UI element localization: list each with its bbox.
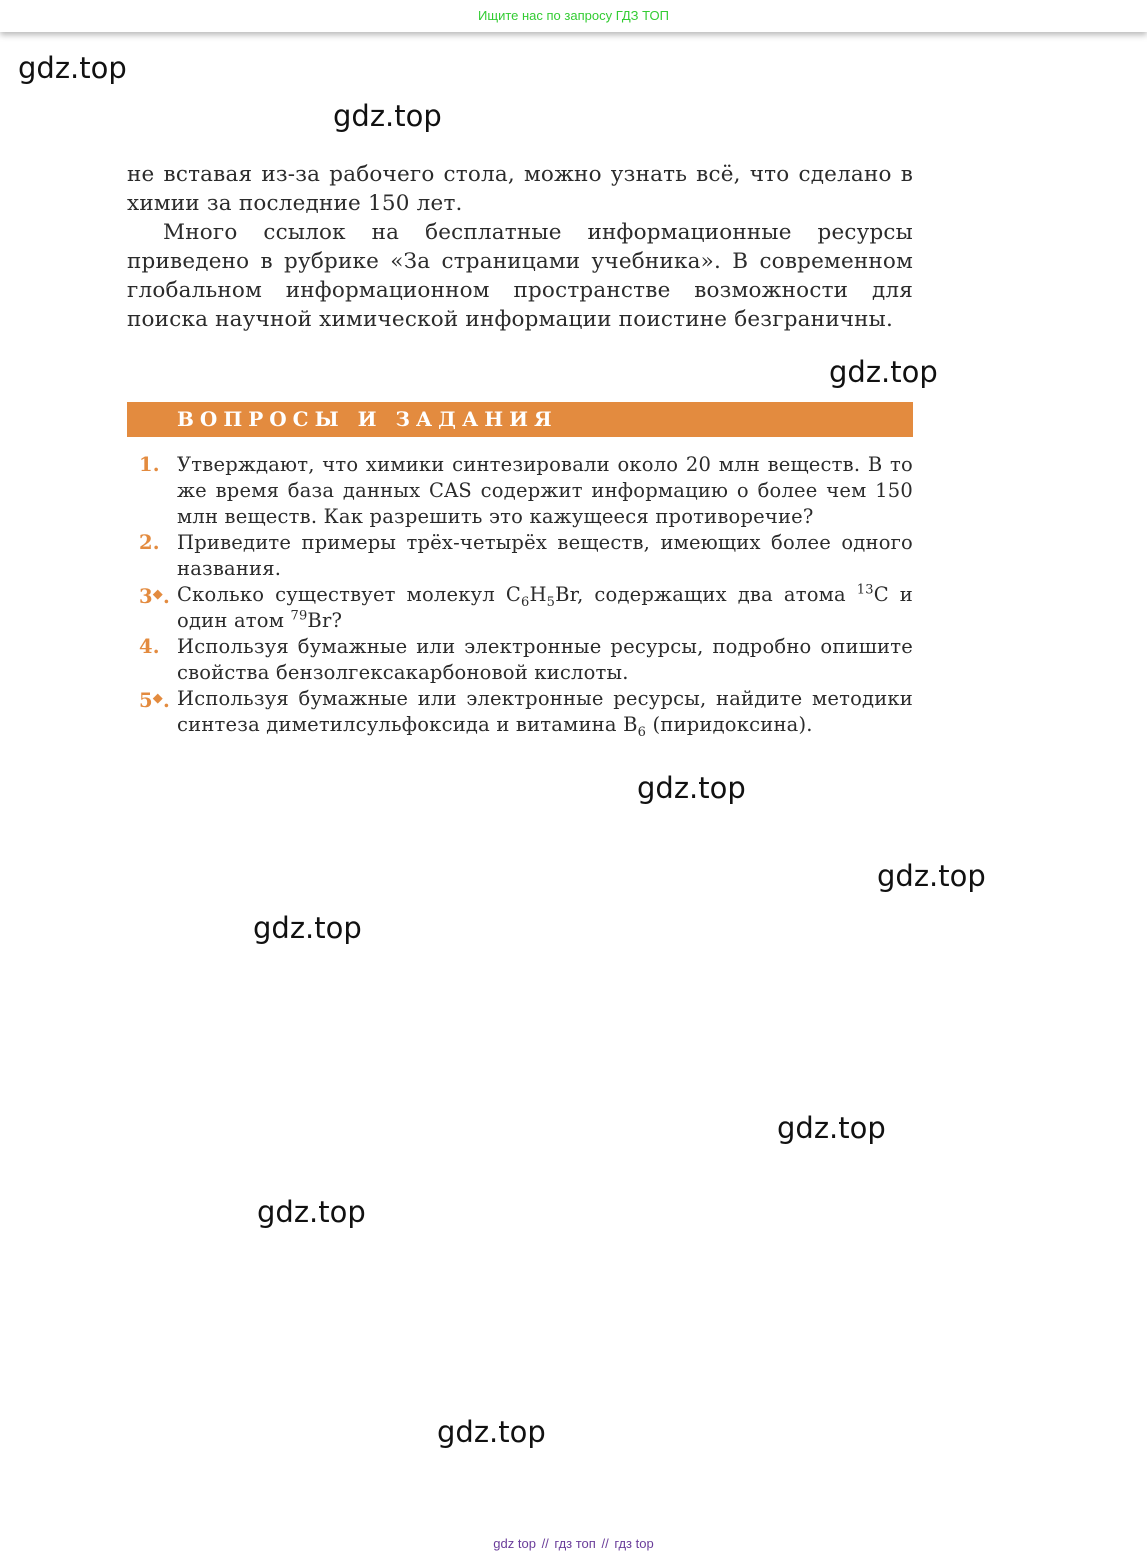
- paragraph-resources: Много ссылок на бесплатные информационные ресурсы приведено в рубрике «За страницами учебника». В современном глобальном информационном пространстве возможности для поиска научной химической информации поистине безграничны.: [127, 220, 913, 332]
- task-list: [127, 452, 913, 738]
- footer-link[interactable]: gdz top: [493, 1536, 536, 1551]
- difficulty-star-icon: ◆: [152, 691, 163, 706]
- footer-link[interactable]: гдз топ: [554, 1536, 596, 1551]
- footer-separator: //: [601, 1536, 609, 1551]
- watermark: gdz.top: [18, 51, 127, 85]
- paragraph-continuation: не вставая из-за рабочего стола, можно узнать всё, что сделано в химии за последние 150 лет.: [127, 162, 913, 216]
- watermark: gdz.top: [333, 99, 442, 133]
- task-item: [127, 452, 913, 530]
- task-text: Приведите примеры трёх-четырёх веществ, имеющих более одного названия.: [177, 531, 913, 580]
- task-text: Используя бумажные или электронные ресурсы, подробно опишите свойства бензолгексакарбоновой кислоты.: [177, 635, 913, 684]
- footer-separator: //: [541, 1536, 549, 1551]
- task-number: 1.: [139, 453, 160, 476]
- task-number: 3◆.: [139, 585, 170, 608]
- difficulty-star-icon: ◆: [152, 587, 163, 602]
- task-number: 2.: [139, 531, 160, 554]
- task-text: Сколько существует молекул $C_6H_5Br$, содержащих два атома $^{13}$C и один атом $^{79}$Br?: [177, 582, 913, 632]
- section-header-questions: [127, 402, 913, 437]
- watermark: gdz.top: [437, 1415, 546, 1449]
- watermark: gdz.top: [253, 911, 362, 945]
- watermark: gdz.top: [877, 859, 986, 893]
- watermark: gdz.top: [777, 1111, 886, 1145]
- task-item: [127, 686, 913, 738]
- task-item: [127, 582, 913, 634]
- task-number: 4.: [139, 635, 160, 658]
- task-text: Утверждают, что химики синтезировали около 20 млн веществ. В то же время база данных CAS содержит информацию о более чем 150 млн веществ. Как разрешить это кажущееся противоречие?: [177, 453, 913, 528]
- footer-link[interactable]: гдз top: [614, 1536, 654, 1551]
- watermark: gdz.top: [637, 771, 746, 805]
- footer-links: [0, 1536, 1147, 1551]
- top-banner: [0, 0, 1147, 32]
- task-number: 5◆.: [139, 689, 170, 712]
- watermark: gdz.top: [829, 355, 938, 389]
- watermark: gdz.top: [257, 1195, 366, 1229]
- task-text: Используя бумажные или электронные ресурсы, найдите методики синтеза диметилсульфоксида и витамина $B_6$ (пиридоксина).: [177, 687, 913, 740]
- section-title: ВОПРОСЫ И ЗАДАНИЯ: [177, 407, 558, 431]
- banner-text: Ищите нас по запросу ГДЗ ТОП: [478, 8, 669, 23]
- task-item: [127, 634, 913, 686]
- task-item: [127, 530, 913, 582]
